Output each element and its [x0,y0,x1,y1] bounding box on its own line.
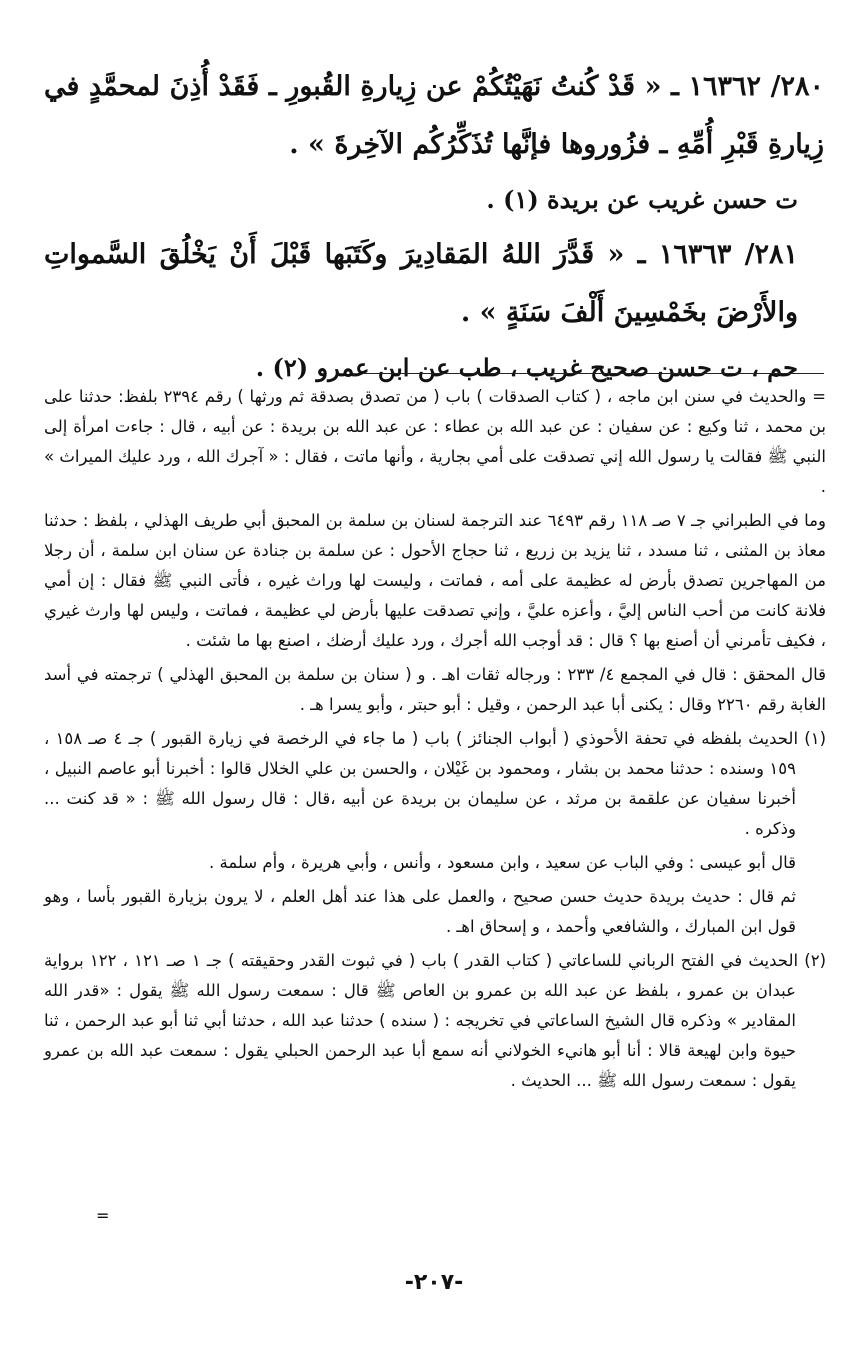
source-280: ت حسن غريب عن بريدة (١) . [486,185,798,214]
footnotes [44,382,826,1100]
footnote-divider [364,373,824,374]
footnote-2: (٢) الحديث في الفتح الرباني للساعاتي ( كتاب القدر ) باب ( في ثبوت القدر وحقيقته ) جـ ١ صـ ١٢١ ، ١٢٢ برواية عبدان بن عمرو ، بلفظ عن عبد الله بن عمرو بن العاص ﷺ قال : سمعت رسول الله ﷺ يقول : «قدر الله المقادير » وذكره قال الشيخ الساعاتي في تخريجه : ( سنده ) حدثنا عبد الله ، حدثنا أبي ثنا أبو عبد الرحمن ، ثنا حيوة وابن لهيعة قالا : أنا أبو هانيء الخولاني أنه سمع أبا عبد الرحمن الحبلي يقول : سمعت عبد الله بن عمرو يقول : سمعت رسول الله ﷺ ... الحديث . [44,951,826,1090]
footnote-1-ruling: ثم قال : حديث بريدة حديث حسن صحيح ، والعمل على هذا عند أهل العلم ، لا يرون بزيارة القبور بأسا ، وهو قول ابن المبارك ، والشافعي وأحمد ، و إسحاق اهـ . [44,887,796,936]
hadith-280: ٢٨٠/ ١٦٣٦٢ ـ « قَدْ كُنتُ نَهَيْتُكُمْ عن زِيارةِ القُبورِ ـ فَقَدْ أُذِنَ لمحمَّدٍ في زِيارةِ قَبْرِ أُمِّهِ ـ فزُوروها فإنَّها تُذَكِّرُكُم الآخِرةَ » . [44,71,824,160]
footnote-1: (١) الحديث بلفظه في تحفة الأحوذي ( أبواب الجنائز ) باب ( ما جاء في الرخصة في زيارة القبور ) جـ ٤ صـ ١٥٨ ، ١٥٩ وسنده : حدثنا محمد بن بشار ، ومحمود بن غَيْلان ، والحسن بن علي الخلال قالوا : أخبرنا أبو عاصم النبيل ، أخبرنا سفيان عن علقمة بن مرثد ، عن سليمان بن بريدة عن أبيه ،قال : قال رسول الله ﷺ : « قد كنت ... وذكره . [44,729,827,838]
hadith-281: ٢٨١/ ١٦٣٦٣ ـ « قَدَّرَ اللهُ المَقادِيرَ وكَتَبَها قَبْلَ أَنْ يَخْلُقَ السَّمواتِ والأَرْضَ بخَمْسِينَ أَلْفَ سَنَةٍ » . [44,239,798,328]
source-281: حم ، ت حسن صحيح غريب ، طب عن ابن عمرو (٢) . [255,353,798,382]
footnote-continuation-2: وما في الطبراني جـ ٧ صـ ١١٨ رقم ٦٤٩٣ عند الترجمة لسنان بن سلمة بن المحبق أبي طريف الهذلي ، بلفظ : حدثنا معاذ بن المثنى ، ثنا مسدد ، ثنا يزيد بن زريع ، ثنا حجاج الأحول : عن سلمة بن جنادة عن سنان ابن سلمة ، أن رجلا من المهاجرين تصدق بأرض له عظيمة على أمه ، فماتت ، وليست لها وراث غيره ، فأتى النبي ﷺ فقال : إن أمي فلانة كانت من أحب الناس إليَّ ، وأعزه عليَّ ، وإني تصدقت عليها بأرض لي عظيمة ، فماتت ، وليس لها وارث غيري ، فكيف تأمرني أن أصنع بها ؟ قال : قد أوجب الله أجرك ، ورد عليك أرضك ، اصنع بها ما شئت . [44,511,826,650]
footnote-1-tirmidhi: قال أبو عيسى : وفي الباب عن سعيد ، وابن مسعود ، وأنس ، وأبي هريرة ، وأم سلمة . [208,853,796,872]
footnote-continuation-1: = والحديث في سنن ابن ماجه ، ( كتاب الصدقات ) باب ( من تصدق بصدقة ثم ورثها ) رقم ٢٣٩٤ بلفظ: حدثنا على بن محمد ، ثنا وكيع : عن سفيان : عن عبد الله بن عطاء : عن عبد الله بن بريدة : عن أبيه ، قال : جاءت امرأة إلى النبي ﷺ فقالت يا رسول الله إني تصدقت على أمي بجارية ، وأنها ماتت ، فقال : « آجرك الله ، ورد عليك الميراث » . [44,387,826,496]
main-text [44,58,824,394]
page-number: -٢٠٧- [404,1270,464,1295]
footnote-continuation-3: قال المحقق : قال في المجمع ٤/ ٢٣٣ : ورجاله ثقات اهـ . و ( سنان بن سلمة بن المحبق الهذلي ) ترجمته في أسد الغابة رقم ٢٢٦٠ وقال : يكنى أبا عبد الرحمن ، وقيل : أبو حبتر ، وأبو يسرا هـ . [44,665,826,714]
continuation-mark: = [96,1206,110,1225]
